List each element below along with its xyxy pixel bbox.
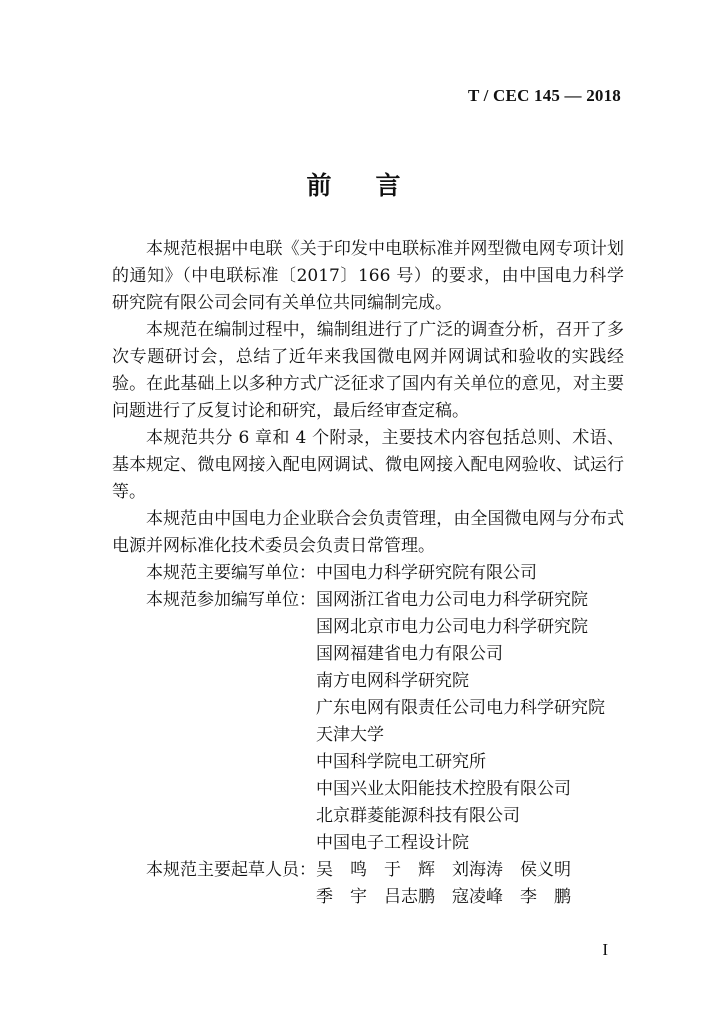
- participating-unit: 国网北京市电力公司电力科学研究院: [316, 617, 588, 637]
- chief-unit-values: [316, 560, 537, 587]
- participating-units-row: [112, 587, 624, 857]
- page-title: 前言: [306, 171, 445, 200]
- chief-unit-label: 本规范主要编写单位：: [146, 563, 316, 583]
- drafters-line: 季 宇 吕志鹏 寇凌峰 李 鹏: [316, 887, 571, 907]
- participating-units-label: 本规范参加编写单位：: [146, 590, 316, 610]
- participating-unit: 中国科学院电工研究所: [316, 752, 486, 772]
- paragraph: 本规范由中国电力企业联合会负责管理，由全国微电网与分布式电源并网标准化技术委员会负责日常管理。: [112, 509, 624, 556]
- participating-unit: 北京群菱能源科技有限公司: [316, 806, 520, 826]
- paragraph: 本规范根据中电联《关于印发中电联标准并网型微电网专项计划的通知》（中电联标准〔2017〕166 号）的要求，由中国电力科学研究院有限公司会同有关单位共同编制完成。: [112, 239, 624, 313]
- participating-unit: 南方电网科学研究院: [316, 671, 469, 691]
- participating-units-list: [316, 587, 605, 857]
- participating-unit: 天津大学: [316, 725, 384, 745]
- paragraph: 本规范在编制过程中，编制组进行了广泛的调查分析，召开了多次专题研讨会，总结了近年来我国微电网并网调试和验收的实践经验。在此基础上以多种方式广泛征求了国内有关单位的意见，对主要问题进行了反复讨论和研究，最后经审查定稿。: [112, 320, 624, 421]
- drafters-list: [316, 857, 571, 911]
- drafters-row: [112, 857, 624, 911]
- paragraph: 本规范共分 6 章和 4 个附录，主要技术内容包括总则、术语、基本规定、微电网接入配电网调试、微电网接入配电网验收、试运行等。: [112, 428, 624, 502]
- drafters-label: 本规范主要起草人员：: [146, 860, 316, 880]
- page-number: I: [602, 940, 608, 959]
- document-body: [112, 236, 624, 911]
- participating-unit: 国网福建省电力有限公司: [316, 644, 503, 664]
- participating-unit: 中国兴业太阳能技术控股有限公司: [316, 779, 571, 799]
- chief-unit-row: [112, 560, 624, 587]
- participating-unit: 中国电子工程设计院: [316, 833, 469, 853]
- participating-unit: 广东电网有限责任公司电力科学研究院: [316, 698, 605, 718]
- drafters-line: 吴 鸣 于 辉 刘海涛 侯义明: [316, 860, 571, 880]
- standard-code: T / CEC 145 — 2018: [468, 86, 621, 105]
- participating-unit: 国网浙江省电力公司电力科学研究院: [316, 590, 588, 610]
- chief-unit-name: 中国电力科学研究院有限公司: [316, 563, 537, 583]
